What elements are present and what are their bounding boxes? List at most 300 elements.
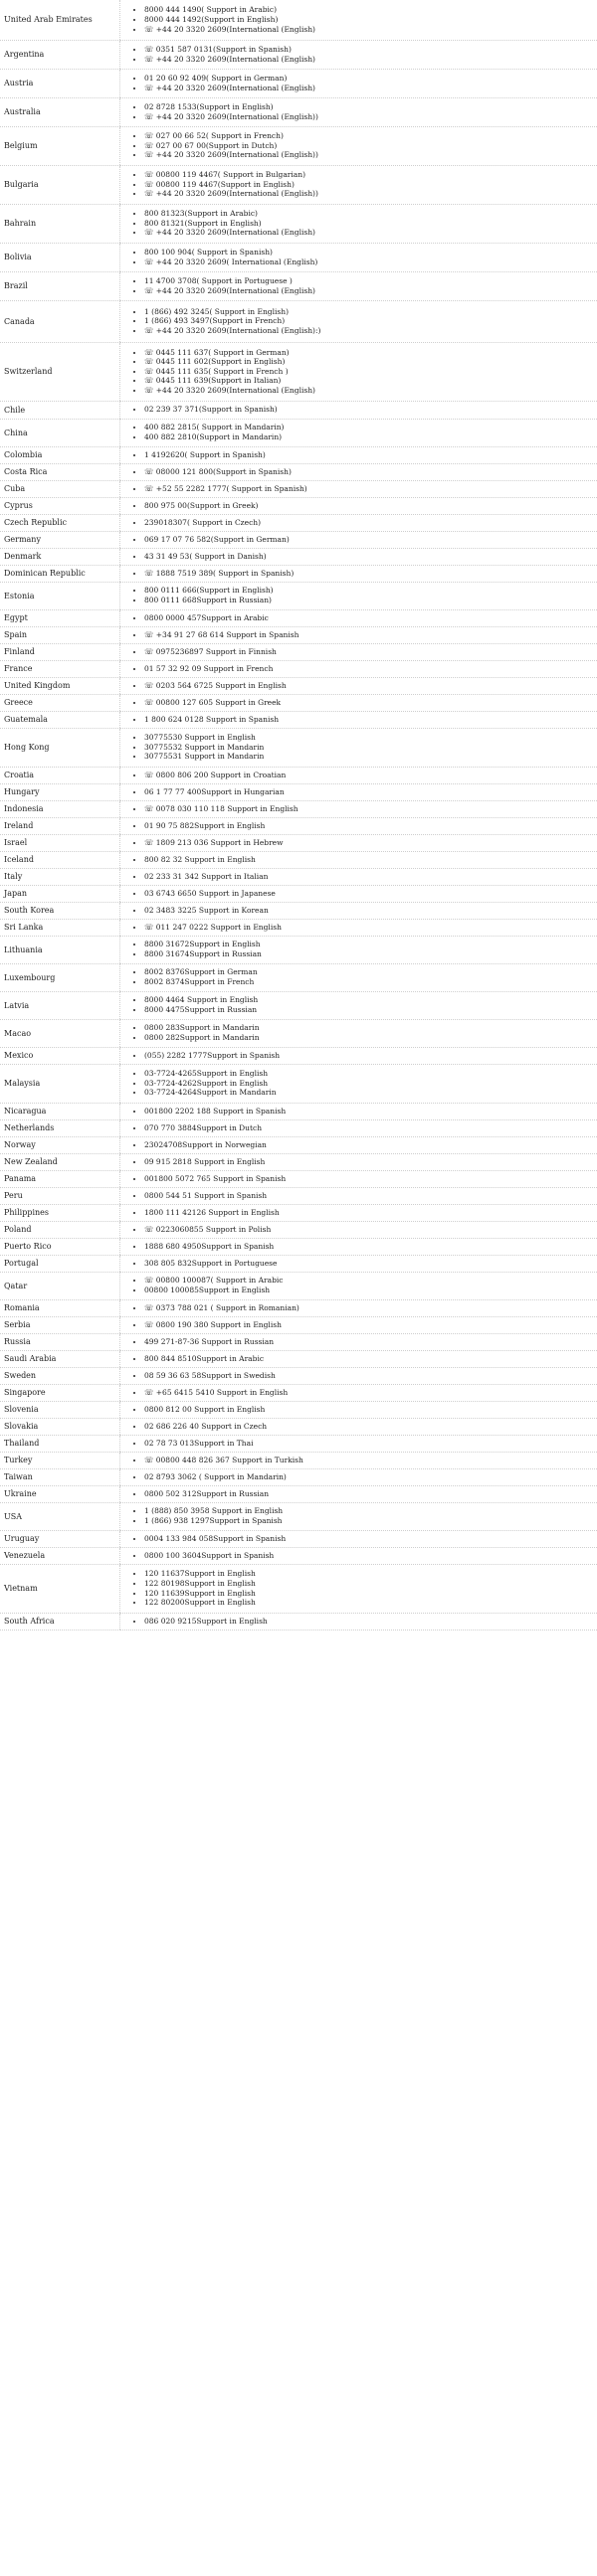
phone-number-list-cell	[120, 963, 597, 991]
phone-number-list-cell	[120, 126, 597, 165]
list-item: • ☏ 0373 788 021 ( Support in Romanian)	[144, 1303, 597, 1313]
list-item: • ☏ +44 20 3320 2609(International (English)	[144, 84, 597, 93]
phone-number-list	[132, 715, 597, 725]
country-name: Israel	[0, 834, 120, 851]
list-item: • 8000 444 1492(Support in English)	[144, 15, 597, 25]
phone-number-list-cell	[120, 902, 597, 919]
list-item: • ☏ +44 20 3320 2609(International (English))	[144, 150, 597, 160]
list-item: • 8002 8376Support in German	[144, 967, 597, 977]
list-item: • 01 57 32 92 09 Support in French	[144, 664, 597, 674]
phone-number-list-cell	[120, 817, 597, 834]
table-row	[0, 1019, 597, 1047]
country-name: France	[0, 660, 120, 677]
country-name: South Africa	[0, 1613, 120, 1630]
phone-number-list-cell	[120, 1255, 597, 1272]
table-row	[0, 1547, 597, 1564]
list-item: • ☏ 00800 448 826 367 Support in Turkish	[144, 1456, 597, 1465]
country-name: Netherlands	[0, 1119, 120, 1136]
phone-number-list	[132, 1320, 597, 1330]
phone-number-list-cell	[120, 1547, 597, 1564]
list-item: • ☏ +44 20 3320 2609(International (English))	[144, 112, 597, 122]
table-row	[0, 565, 597, 582]
phone-number-list	[132, 1023, 597, 1042]
phone-number-list	[132, 771, 597, 780]
table-row	[0, 1103, 597, 1119]
country-name: Macao	[0, 1019, 120, 1047]
phone-number-list	[132, 1371, 597, 1381]
list-item: • 120 11639Support in English	[144, 1589, 597, 1599]
list-item: • 8000 4464 Support in English	[144, 995, 597, 1005]
list-item: • 0800 282Support in Mandarin	[144, 1033, 597, 1043]
phone-number-list-cell	[120, 1485, 597, 1502]
list-item: • ☏ 0445 111 639(Support in Italian)	[144, 376, 597, 386]
phone-number-list-cell	[120, 1170, 597, 1187]
list-item: • ☏ 0351 587 0131(Support in Spanish)	[144, 45, 597, 55]
phone-number-list-cell	[120, 1136, 597, 1153]
table-row	[0, 548, 597, 565]
phone-number-list-cell	[120, 1452, 597, 1468]
table-row	[0, 1316, 597, 1333]
list-item: • 400 882 2810(Support in Mandarin)	[144, 432, 597, 442]
phone-number-list-cell	[120, 834, 597, 851]
table-row	[0, 40, 597, 69]
phone-number-list	[132, 1157, 597, 1167]
phone-number-list	[132, 276, 597, 295]
country-name: Italy	[0, 868, 120, 885]
table-row	[0, 1418, 597, 1435]
country-name: Lithuania	[0, 936, 120, 963]
table-row	[0, 626, 597, 643]
table-row	[0, 800, 597, 817]
phone-number-list-cell	[120, 868, 597, 885]
country-name: Poland	[0, 1221, 120, 1238]
phone-number-list-cell	[120, 565, 597, 582]
list-item: • ☏ 08000 121 800(Support in Spanish)	[144, 467, 597, 477]
table-row	[0, 919, 597, 936]
list-item: • ☏ 0223060855 Support in Polish	[144, 1225, 597, 1235]
list-item: • 03-7724-4264Support in Mandarin	[144, 1088, 597, 1098]
phone-number-list-cell	[120, 582, 597, 609]
list-item: • ☏ 0975236897 Support in Finnish	[144, 647, 597, 657]
phone-number-list	[132, 698, 597, 708]
phone-number-list	[132, 74, 597, 92]
phone-number-list-cell	[120, 271, 597, 300]
country-name: Hungary	[0, 783, 120, 800]
list-item: • ☏ +44 20 3320 2609(International (English))	[144, 189, 597, 199]
country-name: Puerto Rico	[0, 1238, 120, 1255]
list-item: • ☏ +44 20 3320 2609( International (English)	[144, 258, 597, 267]
phone-number-list-cell	[120, 97, 597, 126]
country-name: Philippines	[0, 1204, 120, 1221]
list-item: • 800 844 8510Support in Arabic	[144, 1354, 597, 1364]
table-row	[0, 243, 597, 271]
table-row	[0, 1170, 597, 1187]
phone-number-list	[132, 405, 597, 415]
list-item: • 08 59 36 63 58Support in Swedish	[144, 1371, 597, 1381]
table-row	[0, 1221, 597, 1238]
list-item: • ☏ 00800 127 605 Support in Greek	[144, 698, 597, 708]
phone-number-list	[132, 1456, 597, 1465]
country-name: Denmark	[0, 548, 120, 565]
phone-number-list	[132, 484, 597, 494]
phone-number-list-cell	[120, 643, 597, 660]
list-item: • 8002 8374Support in French	[144, 977, 597, 987]
table-row	[0, 401, 597, 419]
list-item: • 00800 100085Support in English	[144, 1286, 597, 1295]
list-item: • 0800 100 3604Support in Spanish	[144, 1551, 597, 1561]
list-item: • 09 915 2818 Support in English	[144, 1157, 597, 1167]
table-row	[0, 1530, 597, 1547]
phone-number-list-cell	[120, 677, 597, 694]
phone-number-list-cell	[120, 531, 597, 548]
list-item: • 8000 4475Support in Russian	[144, 1005, 597, 1015]
phone-number-list	[132, 1225, 597, 1235]
phone-number-list	[132, 131, 597, 160]
country-name: United Kingdom	[0, 677, 120, 694]
table-row	[0, 783, 597, 800]
phone-number-list	[132, 1140, 597, 1150]
phone-number-list	[132, 1107, 597, 1116]
phone-number-list-cell	[120, 1238, 597, 1255]
list-item: • ☏ +44 20 3320 2609(International (English)	[144, 55, 597, 65]
phone-number-list	[132, 1051, 597, 1061]
country-name: Peru	[0, 1187, 120, 1204]
phone-number-list	[132, 855, 597, 865]
country-name: China	[0, 419, 120, 446]
list-item: • ☏ +44 20 3320 2609(International (English)	[144, 228, 597, 238]
phone-number-list	[132, 804, 597, 814]
country-name: Australia	[0, 97, 120, 126]
table-row	[0, 609, 597, 626]
list-item: • 02 3483 3225 Support in Korean	[144, 906, 597, 916]
phone-number-list	[132, 1506, 597, 1525]
phone-number-list-cell	[120, 609, 597, 626]
phone-number-list-cell	[120, 243, 597, 271]
table-row	[0, 767, 597, 783]
country-name: Bolivia	[0, 243, 120, 271]
phone-number-list	[132, 681, 597, 691]
table-row	[0, 342, 597, 401]
country-name: Luxembourg	[0, 963, 120, 991]
phone-number-list-cell	[120, 1367, 597, 1384]
list-item: • 03-7724-4265Support in English	[144, 1069, 597, 1079]
country-name: Panama	[0, 1170, 120, 1187]
country-name: Germany	[0, 531, 120, 548]
list-item: • 070 770 3884Support in Dutch	[144, 1123, 597, 1133]
phone-number-list-cell	[120, 728, 597, 767]
country-name: Norway	[0, 1136, 120, 1153]
phone-number-list-cell	[120, 69, 597, 97]
country-name: Spain	[0, 626, 120, 643]
list-item: • 1 (866) 492 3245( Support in English)	[144, 307, 597, 317]
phone-number-list	[132, 552, 597, 562]
list-item: • 800 82 32 Support in English	[144, 855, 597, 865]
phone-number-list-cell	[120, 1019, 597, 1047]
list-item: • 120 11637Support in English	[144, 1569, 597, 1579]
country-name: Cuba	[0, 480, 120, 497]
table-row	[0, 902, 597, 919]
phone-number-list-cell	[120, 783, 597, 800]
list-item: • ☏ +44 20 3320 2609(International (English):)	[144, 326, 597, 336]
country-name: Singapore	[0, 1384, 120, 1401]
list-item: • 800 81321(Support in English)	[144, 219, 597, 229]
phone-number-list	[132, 1259, 597, 1269]
table-row	[0, 1435, 597, 1452]
table-row	[0, 711, 597, 728]
phone-number-list-cell	[120, 851, 597, 868]
table-row	[0, 1238, 597, 1255]
phone-number-list-cell	[120, 800, 597, 817]
country-name: Croatia	[0, 767, 120, 783]
list-item: • 06 1 77 77 400Support in Hungarian	[144, 787, 597, 797]
list-item: • 30775532 Support in Mandarin	[144, 743, 597, 753]
list-item: • 01 90 75 882Support in English	[144, 821, 597, 831]
table-row	[0, 1119, 597, 1136]
list-item: • 02 233 31 342 Support in Italian	[144, 872, 597, 882]
country-name: Czech Republic	[0, 514, 120, 531]
country-name: Bahrain	[0, 204, 120, 243]
country-name: Cyprus	[0, 497, 120, 514]
phone-number-list	[132, 1422, 597, 1432]
phone-number-list	[132, 733, 597, 762]
list-item: • 1 800 624 0128 Support in Spanish	[144, 715, 597, 725]
table-row	[0, 660, 597, 677]
phone-number-list	[132, 45, 597, 64]
phone-number-list	[132, 348, 597, 396]
phone-number-list-cell	[120, 1502, 597, 1530]
country-name: Ireland	[0, 817, 120, 834]
phone-number-list	[132, 248, 597, 266]
phone-number-list-cell	[120, 660, 597, 677]
phone-number-list	[132, 1405, 597, 1415]
phone-number-list	[132, 1276, 597, 1294]
phone-number-list	[132, 647, 597, 657]
phone-number-list	[132, 467, 597, 477]
table-row	[0, 446, 597, 463]
country-name: Nicaragua	[0, 1103, 120, 1119]
country-name: Saudi Arabia	[0, 1350, 120, 1367]
country-name: South Korea	[0, 902, 120, 919]
list-item: • 0800 0000 457Support in Arabic	[144, 613, 597, 623]
phone-number-list	[132, 821, 597, 831]
phone-number-list	[132, 630, 597, 640]
phone-number-list-cell	[120, 1103, 597, 1119]
phone-number-list-cell	[120, 936, 597, 963]
table-row	[0, 1613, 597, 1630]
country-name: Uruguay	[0, 1530, 120, 1547]
list-item: • 43 31 49 53( Support in Danish)	[144, 552, 597, 562]
table-row	[0, 419, 597, 446]
table-row	[0, 514, 597, 531]
list-item: • 069 17 07 76 582(Support in German)	[144, 535, 597, 545]
phone-number-list-cell	[120, 1221, 597, 1238]
table-row	[0, 1502, 597, 1530]
phone-number-list	[132, 940, 597, 958]
phone-number-list	[132, 838, 597, 848]
phone-number-list-cell	[120, 1153, 597, 1170]
phone-number-list-cell	[120, 991, 597, 1019]
phone-number-list-cell	[120, 300, 597, 342]
country-name: Brazil	[0, 271, 120, 300]
phone-number-list-cell	[120, 1613, 597, 1630]
phone-number-list	[132, 1208, 597, 1218]
phone-number-list-cell	[120, 401, 597, 419]
country-name: Russia	[0, 1333, 120, 1350]
list-item: • 03 6743 6650 Support in Japanese	[144, 889, 597, 899]
table-row	[0, 1255, 597, 1272]
list-item: • 308 805 832Support in Portuguese	[144, 1259, 597, 1269]
phone-number-list	[132, 1388, 597, 1398]
list-item: • (055) 2282 1777Support in Spanish	[144, 1051, 597, 1061]
list-item: • ☏ 011 247 0222 Support in English	[144, 923, 597, 933]
list-item: • 02 686 226 40 Support in Czech	[144, 1422, 597, 1432]
country-name: Estonia	[0, 582, 120, 609]
phone-number-list-cell	[120, 694, 597, 711]
phone-number-list-cell	[120, 1187, 597, 1204]
phone-number-list	[132, 1534, 597, 1544]
list-item: • ☏ +44 20 3320 2609(International (English)	[144, 386, 597, 396]
list-item: • 239018307( Support in Czech)	[144, 518, 597, 528]
phone-number-list	[132, 423, 597, 441]
phone-number-list-cell	[120, 1047, 597, 1064]
phone-number-list-cell	[120, 1204, 597, 1221]
phone-number-list	[132, 209, 597, 238]
phone-number-list	[132, 102, 597, 121]
list-item: • ☏ +65 6415 5410 Support in English	[144, 1388, 597, 1398]
list-item: • ☏ 0445 111 635( Support in French )	[144, 367, 597, 377]
phone-number-list	[132, 872, 597, 882]
list-item: • 30775530 Support in English	[144, 733, 597, 743]
list-item: • 0800 544 51 Support in Spanish	[144, 1191, 597, 1201]
phone-number-list	[132, 1489, 597, 1499]
country-name: Malaysia	[0, 1064, 120, 1103]
phone-number-list-cell	[120, 1350, 597, 1367]
phone-number-list	[132, 787, 597, 797]
country-name: Qatar	[0, 1272, 120, 1299]
table-row	[0, 963, 597, 991]
country-name: Dominican Republic	[0, 565, 120, 582]
phone-number-list-cell	[120, 446, 597, 463]
phone-number-list	[132, 1337, 597, 1347]
table-row	[0, 1333, 597, 1350]
phone-number-list-cell	[120, 0, 597, 40]
table-row	[0, 1299, 597, 1316]
list-item: • ☏ 0203 564 6725 Support in English	[144, 681, 597, 691]
phone-number-list	[132, 569, 597, 579]
list-item: • 23024708Support in Norwegian	[144, 1140, 597, 1150]
country-name: Vietnam	[0, 1564, 120, 1613]
country-name: Taiwan	[0, 1468, 120, 1485]
list-item: • 086 020 9215Support in English	[144, 1617, 597, 1627]
phone-number-list	[132, 889, 597, 899]
list-item: • 02 8728 1533(Support in English)	[144, 102, 597, 112]
list-item: • 02 239 37 371(Support in Spanish)	[144, 405, 597, 415]
list-item: • 122 80200Support in English	[144, 1598, 597, 1608]
country-name: Austria	[0, 69, 120, 97]
table-row	[0, 126, 597, 165]
phone-number-list-cell	[120, 204, 597, 243]
list-item: • ☏ 027 00 67 00(Support in Dutch)	[144, 141, 597, 151]
phone-number-list-cell	[120, 463, 597, 480]
list-item: • ☏ 1888 7519 389( Support in Spanish)	[144, 569, 597, 579]
phone-number-list	[132, 967, 597, 986]
phone-number-list-cell	[120, 626, 597, 643]
country-name: Canada	[0, 300, 120, 342]
phone-number-list-cell	[120, 1064, 597, 1103]
list-item: • 01 20 60 92 409( Support in German)	[144, 74, 597, 84]
list-item: • ☏ 0445 111 602(Support in English)	[144, 357, 597, 367]
phone-number-list-cell	[120, 1530, 597, 1547]
phone-number-list-cell	[120, 548, 597, 565]
list-item: • ☏ 1809 213 036 Support in Hebrew	[144, 838, 597, 848]
list-item: • 1 (866) 938 1297Support in Spanish	[144, 1516, 597, 1526]
table-row	[0, 991, 597, 1019]
phone-number-list-cell	[120, 1564, 597, 1613]
table-row	[0, 694, 597, 711]
country-name: Hong Kong	[0, 728, 120, 767]
table-row	[0, 1384, 597, 1401]
country-name: Bulgaria	[0, 165, 120, 204]
country-name: New Zealand	[0, 1153, 120, 1170]
table-row	[0, 165, 597, 204]
table-row	[0, 817, 597, 834]
list-item: • ☏ +44 20 3320 2609(International (English)	[144, 25, 597, 35]
country-name: Turkey	[0, 1452, 120, 1468]
phone-number-list	[132, 1439, 597, 1449]
phone-number-list-cell	[120, 1418, 597, 1435]
phone-number-list-cell	[120, 1384, 597, 1401]
country-name: Switzerland	[0, 342, 120, 401]
phone-number-list	[132, 1303, 597, 1313]
table-row	[0, 300, 597, 342]
table-row	[0, 728, 597, 767]
country-name: Indonesia	[0, 800, 120, 817]
phone-number-list-cell	[120, 1468, 597, 1485]
table-row	[0, 1452, 597, 1468]
country-name: Finland	[0, 643, 120, 660]
list-item: • 800 100 904( Support in Spanish)	[144, 248, 597, 258]
table-row	[0, 480, 597, 497]
phone-number-list	[132, 1354, 597, 1364]
table-row	[0, 851, 597, 868]
phone-number-list-cell	[120, 711, 597, 728]
country-name: Japan	[0, 885, 120, 902]
country-name: Slovakia	[0, 1418, 120, 1435]
table-row	[0, 1272, 597, 1299]
list-item: • ☏ +44 20 3320 2609(International (English)	[144, 286, 597, 296]
list-item: • 800 0111 668Support in Russian)	[144, 596, 597, 605]
list-item: • 001800 2202 188 Support in Spanish	[144, 1107, 597, 1116]
table-row	[0, 1401, 597, 1418]
phone-number-list	[132, 1551, 597, 1561]
list-item: • 11 4700 3708( Support in Portuguese )	[144, 276, 597, 286]
list-item: • 499 271-87-36 Support in Russian	[144, 1337, 597, 1347]
list-item: • ☏ 027 00 66 52( Support in French)	[144, 131, 597, 141]
list-item: • 8000 444 1490( Support in Arabic)	[144, 5, 597, 15]
table-row	[0, 97, 597, 126]
table-row	[0, 497, 597, 514]
list-item: • 8800 31672Support in English	[144, 940, 597, 949]
table-row	[0, 1468, 597, 1485]
table-row	[0, 643, 597, 660]
phone-number-list-cell	[120, 1272, 597, 1299]
country-name: Argentina	[0, 40, 120, 69]
list-item: • 02 78 73 013Support in Thai	[144, 1439, 597, 1449]
list-item: • ☏ 0800 806 200 Support in Croatian	[144, 771, 597, 780]
country-name: United Arab Emirates	[0, 0, 120, 40]
phone-number-list-cell	[120, 1435, 597, 1452]
table-row	[0, 1485, 597, 1502]
